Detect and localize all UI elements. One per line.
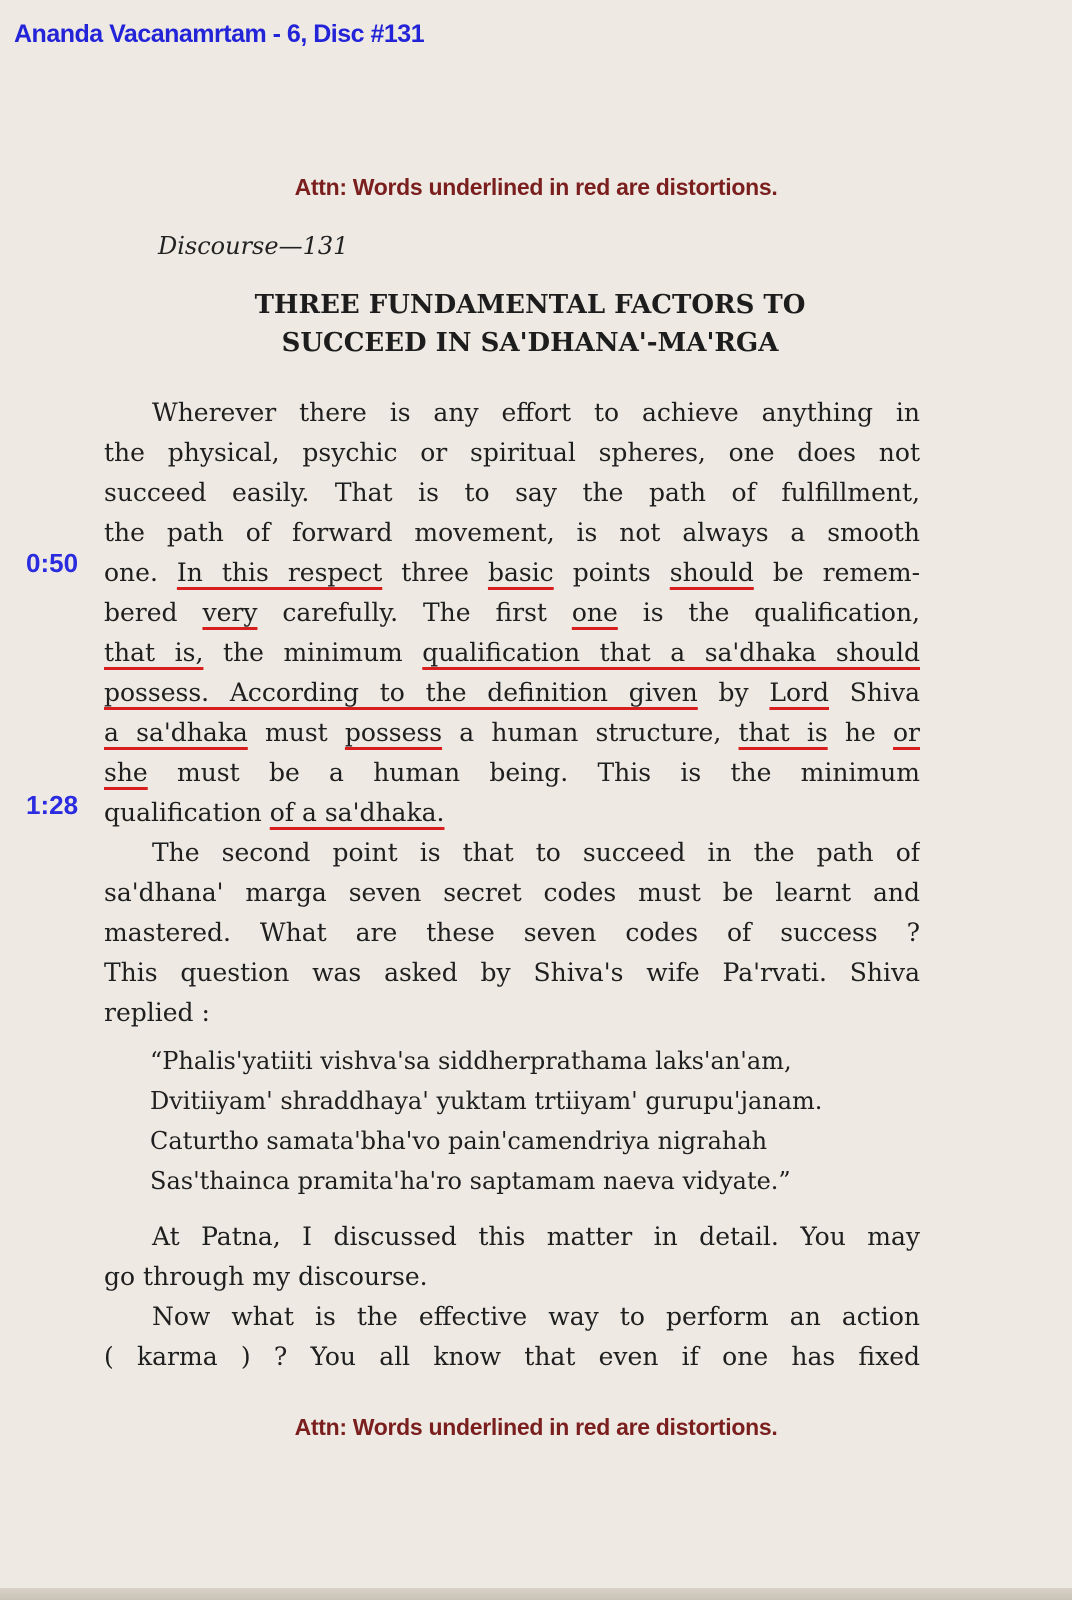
underlined-distortion: one: [571, 598, 618, 627]
verse-line: Dvitiiyam' shraddhaya' yuktam trtiiyam' gurupu'janam.: [150, 1087, 823, 1115]
bleed-through-text: [340, 138, 348, 166]
paragraph1-line: she must be a human being. This is the minimum: [104, 758, 920, 787]
sanskrit-verse: [150, 1041, 910, 1201]
paragraph1-line: one. In this respect three basic points should be remem-: [104, 558, 920, 587]
underlined-distortion: possess. According to the definition given: [104, 678, 698, 707]
paragraph2-line: The second point is that to succeed in the path of: [152, 838, 920, 867]
paragraph1-line: bered very carefully. The first one is the qualification,: [104, 598, 920, 627]
underlined-distortion: should: [669, 558, 754, 587]
paragraph1-line: the physical, psychic or spiritual spheres, one does not: [104, 438, 920, 467]
attention-note-top: Attn: Words underlined in red are distortions.: [294, 174, 778, 200]
attention-note-bottom: Attn: Words underlined in red are distortions.: [294, 1414, 778, 1440]
verse-line: Sas'thainca pramita'ha'ro saptamam naeva vidyate.”: [150, 1167, 791, 1195]
underlined-distortion: In this respect: [176, 558, 383, 587]
paragraph4-line: Now what is the effective way to perform an action: [152, 1302, 920, 1331]
paragraph2-line: sa'dhana' marga seven secret codes must be learnt and: [104, 878, 920, 907]
paragraph1-line: succeed easily. That is to say the path of fulfillment,: [104, 478, 920, 507]
paragraph4-line: ( karma ) ? You all know that even if one has fixed: [104, 1342, 920, 1371]
paragraph-3: [104, 1217, 920, 1297]
underlined-distortion: of a sa'dhaka.: [269, 798, 445, 827]
title-line-1: THREE FUNDAMENTAL FACTORS TO: [254, 290, 806, 320]
underlined-distortion: she: [104, 758, 148, 787]
source-reference-note: Ananda Vacanamrtam - 6, Disc #131: [14, 20, 425, 48]
paragraph1-line: qualification of a sa'dhaka.: [104, 798, 445, 827]
verse-line: Caturtho samata'bha'vo pain'camendriya nigrahah: [150, 1127, 768, 1155]
underlined-distortion: that is: [738, 718, 828, 747]
paragraph1-line: the path of forward movement, is not always a smooth: [104, 518, 920, 547]
timecode-start: 0:50: [26, 548, 79, 578]
underlined-distortion: a sa'dhaka: [104, 718, 248, 747]
paragraph1-line: that is, the minimum qualification that a sa'dhaka should: [104, 638, 920, 667]
title-line-2: SUCCEED IN SA'DHANA'-MA'RGA: [281, 328, 779, 358]
paragraph-1: [104, 393, 920, 833]
underlined-distortion: or: [892, 718, 920, 747]
paragraph1-line: possess. According to the definition given by Lord Shiva: [104, 678, 920, 707]
paragraph2-line: mastered. What are these seven codes of success ?: [104, 918, 920, 947]
underlined-distortion: very: [202, 598, 258, 627]
discourse-label: Discourse—131: [158, 232, 349, 260]
underlined-distortion: basic: [487, 558, 554, 587]
paragraph1-line: a sa'dhaka must possess a human structure, that is he or: [104, 718, 920, 747]
verse-line: “Phalis'yatiiti vishva'sa siddherprathama laks'an'am,: [150, 1047, 792, 1075]
page-edge-shadow: [0, 1588, 1072, 1600]
paragraph2-line: This question was asked by Shiva's wife Pa'rvati. Shiva: [104, 958, 920, 987]
timecode-end: 1:28: [26, 790, 79, 820]
paragraph2-line: replied :: [104, 998, 210, 1027]
underlined-distortion: possess: [344, 718, 443, 747]
underlined-distortion: that is,: [104, 638, 204, 667]
paragraph-2: [104, 833, 920, 1033]
paragraph3-line: At Patna, I discussed this matter in detail. You may: [152, 1222, 920, 1251]
underlined-distortion: Lord: [769, 678, 829, 707]
underlined-distortion: qualification that a sa'dhaka should: [422, 638, 920, 667]
paragraph1-line: Wherever there is any effort to achieve anything in: [152, 398, 920, 427]
paragraph3-line: go through my discourse.: [104, 1262, 428, 1291]
paragraph-4: [104, 1297, 920, 1377]
